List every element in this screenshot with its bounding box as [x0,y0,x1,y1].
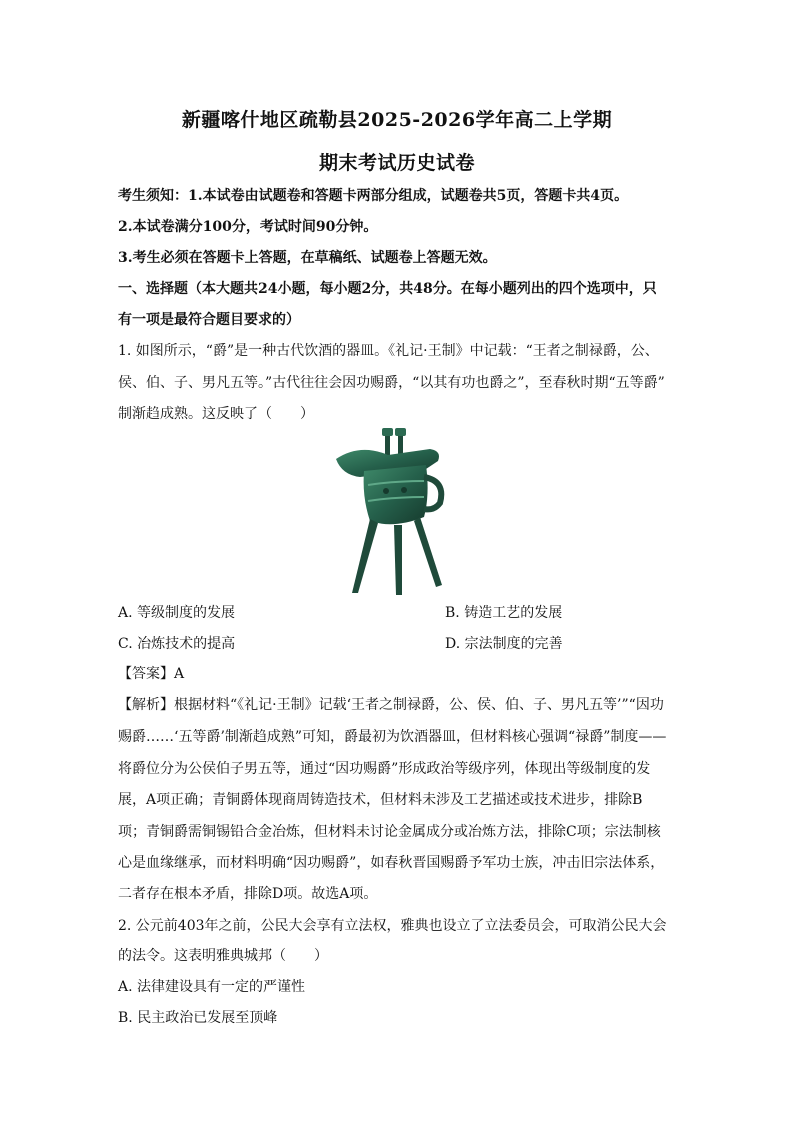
section-heading-line-1: 一、选择题（本大题共24小题，每小题2分，共48分。在每小题列出的四个选项中，只 [118,281,657,297]
q1-analysis-line-4: 展，A项正确；青铜爵体现商周铸造技术，但材料未涉及工艺描述或技术进步，排除B [118,792,643,808]
q1-stem-line-3: 制渐趋成熟。这反映了（ ） [118,406,314,422]
q1-stem-line-2: 侯、伯、子、男凡五等。”古代往往会因功赐爵，“以其有功也爵之”，至春秋时期“五等爵” [118,375,665,391]
q1-option-b: B. 铸造工艺的发展 [445,605,563,621]
q2-option-a: A. 法律建设具有一定的严谨性 [118,979,306,995]
notice-line-1: 考生须知：1.本试卷由试题卷和答题卡两部分组成，试题卷共5页，答题卡共4页。 [118,188,629,204]
q1-answer: 【答案】A [118,666,185,682]
q1-analysis-line-6: 心是血缘继承，而材料明确“因功赐爵”，如春秋晋国赐爵予军功士族，冲击旧宗法体系， [118,855,665,871]
q2-stem-line-1: 2. 公元前403年之前，公民大会享有立法权，雅典也设立了立法委员会，可取消公民大会 [118,918,667,934]
q1-stem-line-1: 1. 如图所示，“爵”是一种古代饮酒的器皿。《礼记·王制》中记载：“王者之制禄爵，公、 [118,343,659,359]
q1-option-d: D. 宗法制度的完善 [445,636,563,652]
q1-option-c: C. 冶炼技术的提高 [118,636,236,652]
q1-analysis-line-7: 二者存在根本矛盾，排除D项。故选A项。 [118,886,378,902]
q2-option-b: B. 民主政治已发展至顶峰 [118,1010,278,1026]
q2-stem-line-2: 的法令。这表明雅典城邦（ ） [118,948,328,964]
q1-analysis-line-2: 赐爵……‘五等爵’制渐趋成熟”可知，爵最初为饮酒器皿，但材料核心强调“禄爵”制度—— [118,729,667,745]
bronze-jue-vessel-image [330,425,460,597]
section-heading-line-2: 有一项是最符合题目要求的） [118,312,300,328]
notice-line-2: 2.本试卷满分100分，考试时间90分钟。 [118,219,378,235]
q1-option-a: A. 等级制度的发展 [118,605,236,621]
exam-title-line2: 期末考试历史试卷 [318,152,475,174]
q1-analysis-line-5: 项；青铜爵需铜锡铅合金冶炼，但材料未讨论金属成分或冶炼方法，排除C项；宗法制核 [118,824,661,840]
notice-line-3: 3.考生必须在答题卡上答题，在草稿纸、试题卷上答题无效。 [118,250,497,266]
exam-title-line1: 新疆喀什地区疏勒县2025-2026学年高二上学期 [181,109,613,131]
q1-analysis-line-1: 【解析】根据材料“《礼记·王制》记载‘王者之制禄爵，公、侯、伯、子、男凡五等’”“因功 [118,697,664,713]
q1-analysis-line-3: 将爵位分为公侯伯子男五等，通过“因功赐爵”形成政治等级序列，体现出等级制度的发 [118,761,651,777]
